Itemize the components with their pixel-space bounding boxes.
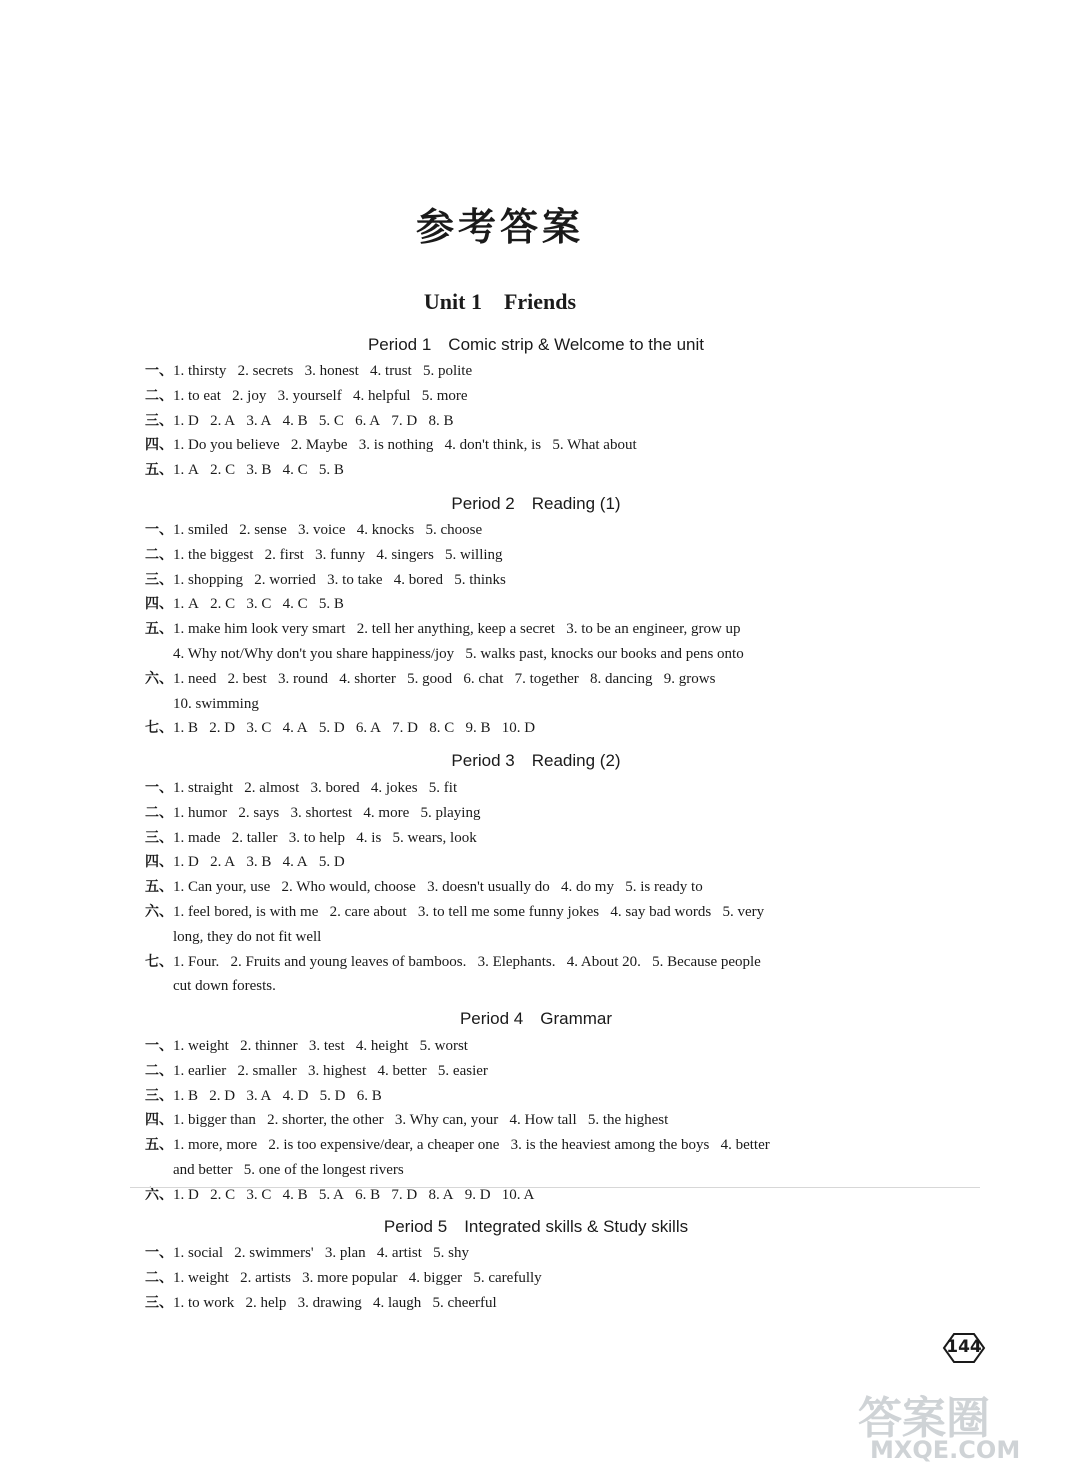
answer-text: 1. made 2. taller 3. to help 4. is 5. wears, look <box>173 830 477 846</box>
section-marker: 七、 <box>145 954 173 970</box>
answer-line <box>145 460 935 480</box>
answer-text: 1. humor 2. says 3. shortest 4. more 5. playing <box>173 805 481 821</box>
divider <box>130 1187 980 1188</box>
section-marker: 一、 <box>145 1038 173 1054</box>
answer-line <box>145 435 935 455</box>
page-title: 参考答案 <box>415 204 584 249</box>
period-1-heading: Period 1 Comic strip & Welcome to the unit <box>367 335 705 354</box>
answer-line <box>145 545 935 565</box>
answer-text: 1. A 2. C 3. C 4. C 5. B <box>173 596 344 612</box>
section-marker: 七、 <box>145 720 173 736</box>
section-marker: 五、 <box>145 1137 173 1153</box>
section-marker: 六、 <box>145 1187 173 1203</box>
answer-line <box>145 1110 935 1130</box>
section-marker: 三、 <box>145 1295 173 1311</box>
answer-line <box>145 1036 935 1056</box>
answer-line <box>145 520 935 540</box>
section-marker: 六、 <box>145 671 173 687</box>
answer-line <box>145 1268 935 1288</box>
answer-line <box>145 718 935 738</box>
answer-text: 1. B 2. D 3. C 4. A 5. D 6. A 7. D 8. C 9. B 10. D <box>173 720 536 736</box>
page-number: 144 <box>946 1337 982 1357</box>
answer-text: 1. social 2. swimmers' 3. plan 4. artist 5. shy <box>173 1245 470 1261</box>
watermark-logo: 答案圈 <box>858 1393 990 1444</box>
answer-line <box>145 902 935 922</box>
answer-line <box>145 803 935 823</box>
section-marker: 一、 <box>145 522 173 538</box>
section-marker: 二、 <box>145 547 173 563</box>
answer-continuation: cut down forests. <box>173 978 276 994</box>
section-marker: 三、 <box>145 413 173 429</box>
section-marker: 四、 <box>145 437 173 453</box>
answer-line <box>145 1243 935 1263</box>
section-marker: 五、 <box>145 879 173 895</box>
answer-line <box>145 619 935 639</box>
section-marker: 五、 <box>145 621 173 637</box>
watermark-url: MXQE.COM <box>870 1436 1021 1464</box>
answer-text: 1. Can your, use 2. Who would, choose 3. doesn't usually do 4. do my 5. is ready to <box>173 879 703 895</box>
answer-line <box>145 1086 935 1106</box>
answer-line <box>145 1061 935 1081</box>
answer-text: 1. need 2. best 3. round 4. shorter 5. good 6. chat 7. together 8. dancing 9. grows <box>173 671 716 687</box>
section-marker: 四、 <box>145 596 173 612</box>
answer-line <box>145 361 935 381</box>
page-number-badge <box>940 1331 988 1365</box>
answer-continuation: 10. swimming <box>173 696 259 712</box>
answer-text: 1. the biggest 2. first 3. funny 4. singers 5. willing <box>173 547 503 563</box>
answer-text: 1. Do you believe 2. Maybe 3. is nothing 4. don't think, is 5. What about <box>173 437 637 453</box>
answer-text: 1. more, more 2. is too expensive/dear, a cheaper one 3. is the heaviest among the boys 4. better <box>173 1137 770 1153</box>
answer-text: 1. bigger than 2. shorter, the other 3. Why can, your 4. How tall 5. the highest <box>173 1112 669 1128</box>
answer-line <box>145 1135 935 1155</box>
answer-text: 1. weight 2. artists 3. more popular 4. bigger 5. carefully <box>173 1270 542 1286</box>
answer-text: 1. D 2. C 3. C 4. B 5. A 6. B 7. D 8. A 9. D 10. A <box>173 1187 535 1203</box>
answer-text: 1. A 2. C 3. B 4. C 5. B <box>173 462 344 478</box>
answer-text: 1. earlier 2. smaller 3. highest 4. better 5. easier <box>173 1063 488 1079</box>
answer-text: 1. to work 2. help 3. drawing 4. laugh 5. cheerful <box>173 1295 497 1311</box>
answer-text: 1. weight 2. thinner 3. test 4. height 5. worst <box>173 1038 468 1054</box>
section-marker: 五、 <box>145 462 173 478</box>
section-marker: 二、 <box>145 1063 173 1079</box>
answer-line <box>145 386 935 406</box>
period-4-heading: Period 4 Grammar <box>459 1009 613 1028</box>
unit-title: Unit 1 Friends <box>423 289 577 314</box>
answer-line <box>145 877 935 897</box>
answer-line <box>145 778 935 798</box>
answer-text: 1. D 2. A 3. B 4. A 5. D <box>173 854 345 870</box>
section-marker: 一、 <box>145 1245 173 1261</box>
answer-text: 1. straight 2. almost 3. bored 4. jokes 5. fit <box>173 780 458 796</box>
answer-text: 1. to eat 2. joy 3. yourself 4. helpful 5. more <box>173 388 468 404</box>
section-marker: 一、 <box>145 780 173 796</box>
answer-text: 1. feel bored, is with me 2. care about 3. to tell me some funny jokes 4. say bad words 5. very <box>173 904 765 920</box>
answer-line <box>145 594 935 614</box>
section-marker: 二、 <box>145 388 173 404</box>
answer-line <box>145 828 935 848</box>
section-marker: 三、 <box>145 830 173 846</box>
answer-text: 1. thirsty 2. secrets 3. honest 4. trust 5. polite <box>173 363 473 379</box>
answer-text: 1. D 2. A 3. A 4. B 5. C 6. A 7. D 8. B <box>173 413 454 429</box>
answer-continuation: 4. Why not/Why don't you share happiness/joy 5. walks past, knocks our books and pens onto <box>173 646 744 662</box>
answer-text: 1. make him look very smart 2. tell her anything, keep a secret 3. to be an engineer, grow up <box>173 621 741 637</box>
answer-line <box>145 669 935 689</box>
section-marker: 三、 <box>145 572 173 588</box>
section-marker: 四、 <box>145 854 173 870</box>
section-marker: 六、 <box>145 904 173 920</box>
answer-line <box>145 952 935 972</box>
answer-text: 1. Four. 2. Fruits and young leaves of bamboos. 3. Elephants. 4. About 20. 5. Because people <box>173 954 761 970</box>
answer-continuation: long, they do not fit well <box>173 929 322 945</box>
period-5-heading: Period 5 Integrated skills & Study skills <box>383 1217 689 1236</box>
section-marker: 三、 <box>145 1088 173 1104</box>
period-2-heading: Period 2 Reading (1) <box>451 494 621 513</box>
answer-text: 1. smiled 2. sense 3. voice 4. knocks 5. choose <box>173 522 483 538</box>
answer-text: 1. shopping 2. worried 3. to take 4. bored 5. thinks <box>173 572 506 588</box>
answer-text: 1. B 2. D 3. A 4. D 5. D 6. B <box>173 1088 382 1104</box>
answer-line <box>145 852 935 872</box>
period-3-heading: Period 3 Reading (2) <box>451 751 621 770</box>
section-marker: 四、 <box>145 1112 173 1128</box>
answer-continuation: and better 5. one of the longest rivers <box>173 1162 404 1178</box>
answer-line <box>145 411 935 431</box>
section-marker: 二、 <box>145 805 173 821</box>
section-marker: 一、 <box>145 363 173 379</box>
answer-line <box>145 1185 935 1205</box>
section-marker: 二、 <box>145 1270 173 1286</box>
answer-line <box>145 1293 935 1313</box>
answer-line <box>145 570 935 590</box>
